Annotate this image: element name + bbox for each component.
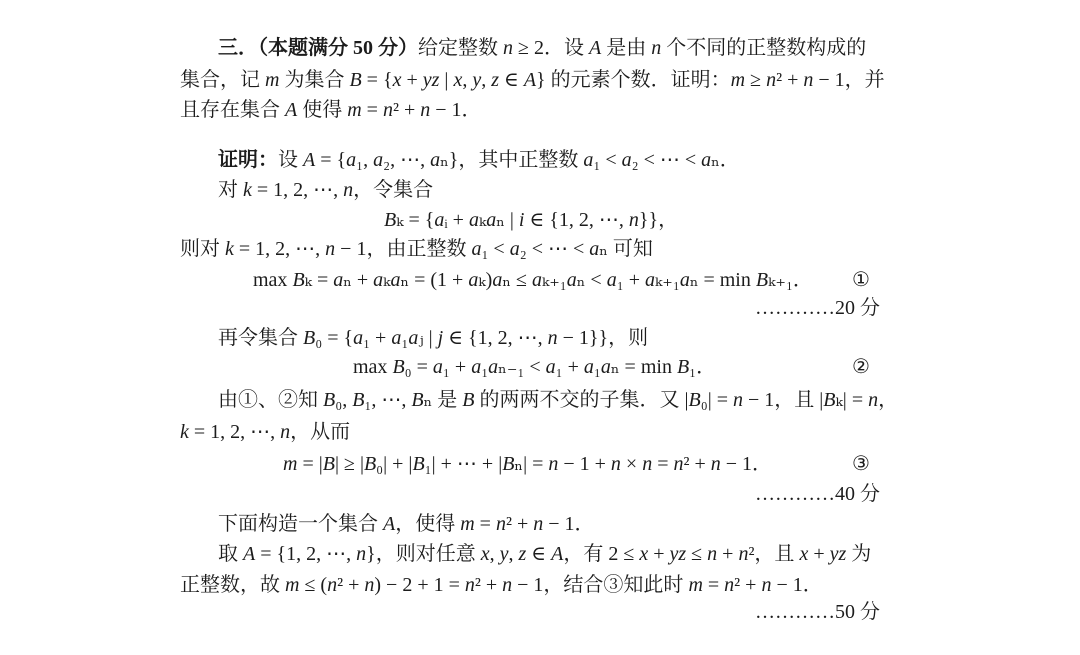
math-variable: a — [468, 209, 479, 231]
equation-3: m = |B| ≥ |B₀| + |B₁| + ⋯ + |Bₙ| = n − 1 + n × n = n² + n − 1． — [283, 453, 773, 475]
math-variable: a — [606, 269, 617, 291]
math-variable: a — [566, 269, 577, 291]
math-variable: a — [373, 149, 384, 171]
math-variable: n — [343, 179, 354, 201]
score-marker-2: …………40 分 — [755, 483, 880, 505]
math-variable: a — [583, 149, 594, 171]
math-variable: a — [486, 209, 497, 231]
math-variable: x — [392, 69, 402, 91]
math-variable: x — [453, 69, 463, 91]
math-variable: j — [437, 327, 444, 349]
math-variable: a — [701, 149, 712, 171]
math-variable: m — [285, 574, 300, 596]
math-variable: B — [502, 453, 515, 475]
math-variable: a — [471, 238, 482, 260]
equation-tag-3: ③ — [852, 453, 870, 475]
math-variable: n — [610, 453, 621, 475]
math-variable: y — [829, 543, 839, 565]
math-variable: m — [265, 69, 280, 91]
math-variable: x — [480, 543, 490, 565]
math-variable: n — [673, 453, 684, 475]
math-variable: x — [639, 543, 649, 565]
math-variable: a — [471, 356, 482, 378]
math-variable: a — [391, 327, 402, 349]
math-variable: n — [502, 574, 513, 596]
math-variable: z — [491, 69, 500, 91]
math-variable: a — [589, 238, 600, 260]
math-variable: a — [679, 269, 690, 291]
math-variable: A — [285, 99, 298, 121]
math-variable: n — [803, 69, 814, 91]
math-variable: n — [503, 37, 513, 59]
math-variable: a — [621, 149, 632, 171]
math-variable: B — [412, 453, 425, 475]
problem-line-2: 集合，记 m 为集合 B = {x + yz | x, y, z ∈ A} 的元素个数．证明：m ≥ n² + n − 1，并 — [180, 69, 885, 91]
problem-heading: 三．（本题满分 50 分） — [218, 37, 418, 59]
proof-line-3: 则对 k = 1, 2, ⋯, n − 1，由正整数 a₁ < a₂ < ⋯ < aₙ 可知 — [180, 238, 653, 260]
math-variable: a — [353, 327, 364, 349]
math-variable: B — [384, 209, 397, 231]
math-variable: B — [303, 327, 316, 349]
math-variable: k — [180, 421, 189, 443]
math-variable: B — [676, 356, 690, 378]
math-variable: m — [460, 513, 475, 535]
math-variable: y — [499, 543, 509, 565]
math-variable: a — [468, 269, 479, 291]
math-variable: A — [243, 543, 256, 565]
math-variable: n — [420, 99, 431, 121]
math-variable: z — [518, 543, 527, 565]
problem-text: 给定整数 n ≥ 2．设 A 是由 n 个不同的正整数构成的 — [418, 37, 867, 59]
math-variable: k — [243, 179, 252, 201]
math-variable: i — [518, 209, 525, 231]
math-variable: n — [707, 543, 718, 565]
math-variable: n — [710, 453, 721, 475]
math-variable: n — [651, 37, 662, 59]
problem-line-1 — [218, 35, 866, 61]
set-definition-bk: Bₖ = {aᵢ + aₖaₙ | i ∈ {1, 2, ⋯, n}}， — [384, 209, 679, 231]
math-variable: a — [432, 356, 443, 378]
math-variable: a — [644, 269, 655, 291]
math-variable: n — [724, 574, 735, 596]
math-variable: m — [688, 574, 703, 596]
proof-line-8: 取 A = {1, 2, ⋯, n}，则对任意 x, y, z ∈ A，有 2 ≤ x + yz ≤ n + n²，且 x + yz 为 — [218, 543, 872, 565]
math-variable: y — [472, 69, 482, 91]
math-variable: y — [669, 543, 679, 565]
math-variable: a — [545, 356, 556, 378]
math-variable: n — [642, 453, 653, 475]
proof-line-7: 下面构造一个集合 A，使得 m = n² + n − 1． — [218, 513, 595, 535]
equation-2: max B₀ = a₁ + a₁aₙ₋₁ < a₁ + a₁aₙ = min B₁． — [353, 356, 717, 378]
math-variable: a — [430, 149, 441, 171]
math-variable: a — [390, 269, 401, 291]
equation-tag-1: ① — [852, 269, 870, 291]
proof-text: 设 A = {a₁, a₂, ⋯, aₙ}，其中正整数 a₁ < a₂ < ⋯ < aₙ． — [278, 149, 740, 171]
math-variable: a — [373, 269, 384, 291]
math-variable: B — [688, 389, 701, 411]
math-variable: B — [352, 389, 365, 411]
math-variable: A — [551, 543, 564, 565]
math-variable: B — [292, 269, 305, 291]
math-variable: B — [392, 356, 405, 378]
math-variable: n — [548, 453, 559, 475]
math-variable: n — [364, 574, 375, 596]
math-variable: B — [823, 389, 836, 411]
math-variable: m — [347, 99, 362, 121]
math-variable: n — [327, 574, 338, 596]
math-variable: n — [325, 238, 336, 260]
math-variable: B — [411, 389, 424, 411]
proof-line-1 — [218, 147, 740, 173]
math-variable: B — [755, 269, 769, 291]
math-variable: B — [323, 389, 336, 411]
proof-line-9: 正整数，故 m ≤ (n² + n) − 2 + 1 = n² + n − 1，结合③知此时 m = n² + n − 1． — [180, 574, 823, 596]
math-variable: a — [434, 209, 445, 231]
math-variable: n — [766, 69, 777, 91]
math-variable: n — [464, 574, 475, 596]
math-variable: a — [531, 269, 542, 291]
math-variable: n — [495, 513, 506, 535]
score-marker-1: …………20 分 — [755, 297, 880, 319]
math-variable: x — [799, 543, 809, 565]
math-variable: B — [322, 453, 335, 475]
proof-line-4: 再令集合 B₀ = {a₁ + a₁aⱼ | j ∈ {1, 2, ⋯, n − 1}}，则 — [218, 327, 649, 349]
math-variable: A — [303, 149, 316, 171]
math-variable: a — [600, 356, 611, 378]
proof-line-2: 对 k = 1, 2, ⋯, n，令集合 — [218, 179, 434, 201]
math-variable: n — [382, 99, 393, 121]
math-variable: a — [583, 356, 594, 378]
math-variable: n — [533, 513, 544, 535]
math-variable: a — [509, 238, 520, 260]
math-variable: A — [383, 513, 396, 535]
math-variable: B — [462, 389, 475, 411]
problem-line-3: 且存在集合 A 使得 m = n² + n − 1． — [180, 99, 482, 121]
math-variable: B — [363, 453, 377, 475]
math-variable: n — [280, 421, 291, 443]
math-variable: A — [523, 69, 537, 91]
equation-tag-2: ② — [852, 356, 870, 378]
math-variable: n — [547, 327, 558, 349]
math-variable: a — [346, 149, 357, 171]
math-variable: z — [431, 69, 440, 91]
math-variable: a — [408, 327, 419, 349]
math-variable: m — [283, 453, 298, 475]
math-variable: A — [588, 37, 602, 59]
math-variable: a — [333, 269, 344, 291]
math-variable: n — [868, 389, 879, 411]
math-variable: n — [356, 543, 367, 565]
math-variable: B — [349, 69, 362, 91]
math-variable: n — [733, 389, 743, 411]
math-variable: z — [678, 543, 687, 565]
math-variable: a — [488, 356, 499, 378]
math-variable: m — [730, 69, 746, 91]
math-variable: k — [225, 238, 234, 260]
proof-label: 证明： — [218, 149, 278, 171]
math-variable: n — [738, 543, 749, 565]
math-variable: y — [422, 69, 432, 91]
math-variable: a — [492, 269, 503, 291]
math-variable: n — [628, 209, 639, 231]
math-variable: n — [761, 574, 772, 596]
proof-line-5: 由①、②知 B₀, B₁, ⋯, Bₙ 是 B 的两两不交的子集．又 |B₀| = n − 1，且 |Bₖ| = n， — [218, 389, 899, 411]
proof-line-6: k = 1, 2, ⋯, n，从而 — [180, 421, 351, 443]
score-marker-3: …………50 分 — [755, 601, 880, 623]
math-variable: z — [838, 543, 847, 565]
equation-1: max Bₖ = aₙ + aₖaₙ = (1 + aₖ)aₙ ≤ aₖ₊₁aₙ < a₁ + aₖ₊₁aₙ = min Bₖ₊₁． — [253, 269, 813, 291]
